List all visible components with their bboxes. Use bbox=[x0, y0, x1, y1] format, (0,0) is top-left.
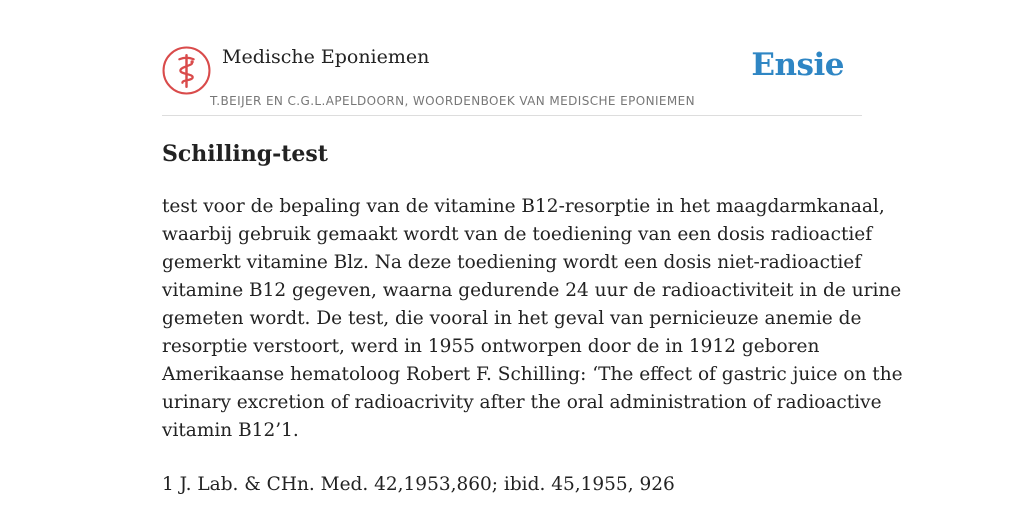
header-divider bbox=[162, 115, 862, 116]
body-line: vitamin B12’1. bbox=[162, 420, 299, 441]
brand-logo[interactable]: Ensie bbox=[751, 47, 844, 83]
site-header bbox=[162, 45, 862, 115]
body-line: Amerikaanse hematoloog Robert F. Schilling: ‘The effect of gastric juice on the bbox=[162, 364, 903, 385]
footnote: 1 J. Lab. & CHn. Med. 42,1953,860; ibid. 45,1955, 926 bbox=[162, 474, 675, 495]
source-title[interactable]: Medische Eponiemen bbox=[222, 46, 430, 68]
source-authors: T.BEIJER EN C.G.L.APELDOORN, WOORDENBOEK VAN MEDISCHE EPONIEMEN bbox=[210, 94, 695, 108]
body-line: vitamine B12 gegeven, waarna gedurende 24 uur de radioactiviteit in de urine bbox=[162, 280, 902, 301]
entry-body bbox=[162, 193, 903, 445]
body-line: gemeten wordt. De test, die vooral in het geval van pernicieuze anemie de bbox=[162, 308, 862, 329]
body-line: resorptie verstoort, werd in 1955 ontworpen door de in 1912 geboren bbox=[162, 336, 820, 357]
entry-title: Schilling-test bbox=[162, 141, 328, 167]
body-line: gemerkt vitamine Blz. Na deze toediening wordt een dosis niet-radioactief bbox=[162, 252, 862, 273]
body-line: test voor de bepaling van de vitamine B12-resorptie in het maagdarmkanaal, bbox=[162, 196, 885, 217]
body-line: urinary excretion of radioacrivity after the oral administration of radioactive bbox=[162, 392, 882, 413]
caduceus-icon[interactable] bbox=[162, 46, 211, 95]
body-line: waarbij gebruik gemaakt wordt van de toediening van een dosis radioactief bbox=[162, 224, 873, 245]
